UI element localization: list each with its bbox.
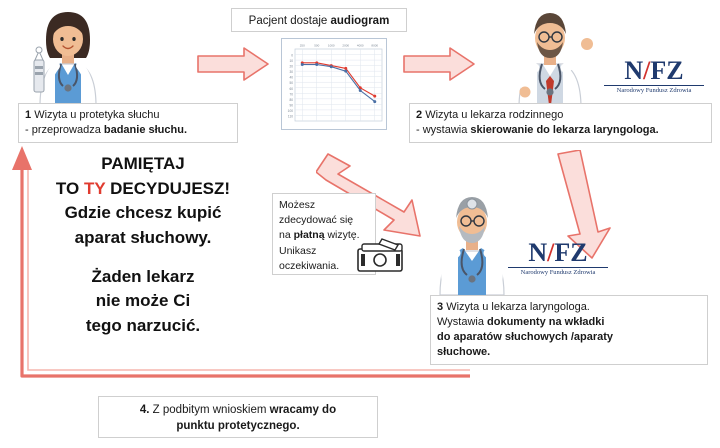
slogan-line-2 — [28, 177, 258, 202]
nfz-subtitle-2: Narodowy Fundusz Zdrowia — [508, 267, 608, 276]
arrow-step1-to-audiogram — [196, 46, 270, 82]
step-2-desc-prefix: - wystawia — [416, 123, 471, 136]
step-2-box — [409, 103, 712, 143]
svg-text:10: 10 — [289, 59, 293, 64]
step-4-line-2 — [105, 419, 371, 435]
audiogram-word: audiogram — [330, 15, 390, 27]
arrow-audiogram-to-step2 — [402, 46, 476, 82]
svg-text:250: 250 — [299, 43, 305, 48]
step-3-desc-bold-2: do aparatów słuchowych /aparaty — [437, 330, 614, 343]
step-4-line-1 — [105, 403, 371, 419]
svg-text:8000: 8000 — [371, 43, 379, 48]
step-1-number: 1 — [25, 109, 32, 121]
svg-text:60: 60 — [289, 86, 293, 91]
nfz-slash: / — [643, 56, 651, 85]
audiogram-caption-box — [231, 8, 407, 32]
nfz-logo-middle — [508, 240, 608, 276]
slogan-line-3: Gdzie chcesz kupić — [64, 203, 222, 223]
slogan-line-4: aparat słuchowy. — [74, 227, 212, 247]
svg-text:90: 90 — [289, 103, 293, 108]
slogan-line2-b: DECYDUJESZ! — [105, 178, 231, 198]
svg-text:1000: 1000 — [327, 43, 335, 48]
step-2-line-1 — [416, 108, 705, 123]
step-4-number: 4. — [139, 404, 150, 416]
nfz-slash-2: / — [547, 238, 555, 267]
step-3-desc-bold-3: słuchowe. — [437, 345, 491, 358]
slogan-line-7: tego narzucić. — [85, 315, 201, 335]
svg-text:2000: 2000 — [342, 43, 350, 48]
svg-text:4000: 4000 — [356, 43, 364, 48]
step-1-line-1 — [25, 108, 231, 123]
slogan-line2-a: TO — [55, 178, 84, 198]
step-3-desc-bold-1: dokumenty na wkładki — [487, 315, 605, 328]
nfz-letters-fz-2: FZ — [554, 238, 588, 267]
step-3-title: Wizyta u lekarza laryngologa. — [446, 301, 590, 313]
slogan-line-5: Żaden lekarz — [91, 266, 195, 286]
paid-note-line-4: Unikasz — [279, 244, 317, 257]
svg-text:500: 500 — [314, 43, 320, 48]
paid-note-line-5: oczekiwania. — [279, 259, 340, 272]
slogan-block — [28, 152, 258, 338]
nfz-wordmark — [604, 58, 704, 84]
svg-text:30: 30 — [289, 70, 293, 75]
step-2-desc-bold: skierowanie do lekarza laryngologa. — [470, 123, 659, 136]
slogan-line-6: nie może Ci — [95, 291, 191, 311]
paid-note-line3-prefix: na — [279, 229, 294, 242]
audiogram-caption-text: Pacjent dostaje audiogram — [248, 15, 390, 27]
step-2-line-2 — [416, 123, 705, 138]
step-4-desc-prefix: Z podbitym wnioskiem — [149, 404, 270, 416]
family-doctor-illustration — [497, 6, 602, 108]
svg-text:70: 70 — [289, 92, 293, 97]
svg-text:50: 50 — [289, 81, 293, 86]
slogan-line2-red: TY — [83, 178, 106, 198]
nfz-letters-fz: FZ — [650, 56, 684, 85]
svg-text:0: 0 — [291, 53, 293, 58]
svg-text:100: 100 — [287, 108, 293, 113]
step-1-desc-prefix: - przeprowadza — [25, 123, 104, 136]
nfz-subtitle: Narodowy Fundusz Zdrowia — [604, 85, 704, 94]
otoscope-icon — [26, 46, 52, 96]
paid-note-line-2: zdecydować się — [279, 214, 354, 227]
paid-note-line3-suffix: wizytę. — [324, 229, 360, 242]
step-2-number: 2 — [416, 109, 423, 121]
step-1-title: Wizyta u protetyka słuchu — [34, 109, 160, 121]
step-1-box — [18, 103, 238, 143]
nfz-letter-n-2: N — [528, 238, 548, 267]
nfz-letter-n: N — [624, 56, 644, 85]
paid-note-line3-bold: płatną — [293, 229, 325, 242]
slogan-line-1: PAMIĘTAJ — [101, 154, 185, 173]
paid-note-line-1: Możesz — [279, 199, 316, 211]
nfz-logo-top — [604, 58, 704, 94]
step-1-line-2 — [25, 123, 231, 138]
svg-text:80: 80 — [289, 97, 293, 102]
svg-text:40: 40 — [289, 75, 293, 80]
step-4-desc-bold-1: wracamy do — [269, 404, 337, 416]
audiogram-chart — [281, 38, 387, 130]
step-3-number: 3 — [437, 301, 444, 313]
svg-text:110: 110 — [287, 114, 293, 119]
svg-text:20: 20 — [289, 64, 293, 69]
nfz-wordmark-2 — [508, 240, 608, 266]
step-4-desc-bold-2: punktu protetycznego. — [176, 419, 300, 432]
step-2-title: Wizyta u lekarza rodzinnego — [425, 109, 564, 121]
step-1-desc-bold: badanie słuchu. — [103, 123, 188, 136]
step-3-desc-prefix: Wystawia — [437, 315, 488, 328]
step-4-box — [98, 396, 378, 438]
